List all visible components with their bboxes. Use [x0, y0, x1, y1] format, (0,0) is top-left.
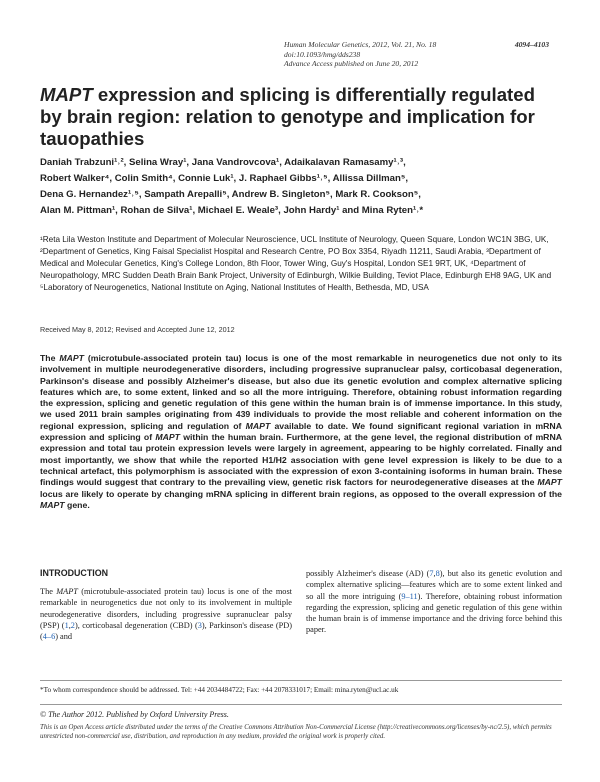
journal-header: [284, 40, 549, 69]
gene-name: MAPT: [537, 477, 562, 488]
title-gene: MAPT: [40, 84, 93, 105]
reference-link[interactable]: 9–11: [401, 591, 418, 601]
abstract-text: The: [40, 353, 60, 363]
author-list: [40, 155, 560, 219]
author-line: Daniah Trabzuni¹˒², Selina Wray¹, Jana Vandrovcova¹, Adaikalavan Ramasamy¹˒³,: [40, 157, 406, 168]
body-text: (microtubule-associated protein tau) locus is one of the most remarkable in neurogenetics due not only to its involvement in multiple neurodegenerative disorders, including progressive supranuclear palsy (PSP) (: [40, 587, 292, 630]
gene-name: MAPT: [155, 432, 180, 443]
reference-link[interactable]: 8: [435, 569, 440, 578]
gene-name: MAPT: [40, 499, 65, 510]
doi: doi:10.1093/hmg/dds238: [284, 49, 361, 59]
body-text: ). Therefore, obtaining robust information regarding the expression, splicing and genetic regulation of this gene within the human brain is of immense importance and the driving force behind this paper.: [306, 591, 563, 635]
affiliations: ¹Reta Lila Weston Institute and Department of Molecular Neuroscience, UCL Institute of Neurology, Queen Square, London WC1N 3BG, UK, ²Department of Genetics, King Faisal Specialist Hospital and Research Centre, PO Box 3354, Riyadh 11211, Saudi Arabia, ³Department of Medical and Molecular Genetics, King's College London, 8th Floor, Tower Wing, Guy's Hospital, London SE1 9RT, UK, ⁴Department of Neuropathology, MRC Sudden Death Brain Bank Project, University of Edinburgh, Wilkie Building, Teviot Place, Edinburgh EH8 9AG, UK and ⁵Laboratory of Neurogenetics, National Institute on Aging, National Institutes of Health, Bethesda, MD, USA: [40, 235, 552, 292]
body-text: possibly Alzheimer's disease (AD) (: [306, 569, 430, 578]
reference-link[interactable]: 4–6: [42, 632, 56, 642]
footnote-divider: [40, 680, 562, 681]
body-text: ), but also its genetic evolution and complex alternative splicing—features which are to some extent linked and so all the more intriguing (: [306, 569, 562, 601]
abstract: [40, 353, 562, 511]
reference-link[interactable]: 3: [197, 620, 202, 630]
license-notice: This is an Open Access article distributed under the terms of the Creative Commons Attribution Non-Commercial License (http://creativecommons.org/licenses/by-nc/2.5), which permits unrestricted non-commercial use, distribution, and reproduction in any medium, provided the original work is properly cited.: [40, 724, 552, 740]
body-text: ,: [68, 620, 71, 630]
journal-citation: Human Molecular Genetics, 2012, Vol. 21, No. 18: [284, 40, 437, 49]
abstract-text: locus are likely to operate by changing mRNA splicing in different brain regions, as opposed to the overall expression of the: [40, 488, 562, 499]
reference-link[interactable]: 2: [70, 620, 75, 630]
author-line: Robert Walker⁴, Colin Smith⁴, Connie Luk¹, J. Raphael Gibbs¹˒⁵, Allissa Dillman⁵,: [40, 173, 409, 184]
gene-name: MAPT: [245, 420, 271, 431]
abstract-text: within the human brain. Furthermore, at the gene level, the regional distribution of mRNA expression and total tau protein expression levels were largely in agreement, appearing to be highly correlated. Finally and most importantly, we show that while the reported H1/H2 association with gene level expression is likely to be due to a technical artefact, this polymorphism is associated with the expression of exon 3-containing isoforms in human brain. These findings would suggest that contrary to the prevailing view, genetic risk factors for neurodegenerative diseases at the: [40, 432, 563, 488]
page-range: 4094–4103: [514, 40, 549, 49]
abstract-text: gene.: [64, 499, 90, 510]
gene-name: MAPT: [56, 587, 78, 596]
reference-link[interactable]: 7: [429, 569, 434, 578]
copyright-divider: [40, 704, 562, 705]
copyright-notice: © The Author 2012. Published by Oxford University Press.: [40, 710, 229, 719]
author-line: Alan M. Pittman¹, Rohan de Silva¹, Michael E. Weale³, John Hardy¹ and Mina Ryten¹˒*: [40, 205, 424, 216]
body-text: ,: [433, 569, 436, 578]
intro-column-right: [306, 568, 562, 636]
abstract-text: available to date. We found significant regional variation in mRNA expression and splicing of: [40, 420, 562, 443]
body-text: ) and: [55, 632, 73, 642]
body-text: ), Parkinson's disease (PD) (: [40, 620, 292, 642]
reference-link[interactable]: 1: [64, 620, 69, 630]
advance-access: Advance Access published on June 20, 2012: [284, 59, 419, 68]
body-text: ), corticobasal degeneration (CBD) (: [74, 620, 198, 630]
intro-column-left: [40, 586, 292, 642]
section-heading-introduction: INTRODUCTION: [40, 568, 109, 578]
body-text: The: [40, 587, 57, 596]
received-dates: Received May 8, 2012; Revised and Accepted June 12, 2012: [40, 325, 235, 334]
correspondence-footnote: *To whom correspondence should be addressed. Tel: +44 2034484722; Fax: +44 2078331017; Email: mina.ryten@ucl.ac.uk: [40, 686, 399, 694]
title-text: expression and splicing is differentially regulated by brain region: relation to genotype and implication for tauopathies: [40, 84, 535, 149]
gene-name: MAPT: [59, 353, 84, 363]
author-line: Dena G. Hernandez¹˒⁵, Sampath Arepalli⁵, Andrew B. Singleton⁵, Mark R. Cookson⁵,: [40, 189, 421, 200]
paper-title: [40, 84, 560, 150]
abstract-text: (microtubule-associated protein tau) locus is one of the most remarkable in neurogenetics due not only to its involvement in multiple neurodegenerative disorders, including progressive supranuclear palsy, corticobasal degeneration, Parkinson's disease and possibly Alzheimer's disease, but also due its genetic evolution and complex alternative splicing features which are, to some extent, linked and so all the more intriguing. Therefore, obtaining robust information regarding the expression, splicing and genetic regulation of this gene within the human brain is of immense importance. In this study, we used 2011 brain samples originating from 439 individuals to provide the most reliable and coherent information on the regional expression, splicing and regulation of: [40, 353, 562, 431]
